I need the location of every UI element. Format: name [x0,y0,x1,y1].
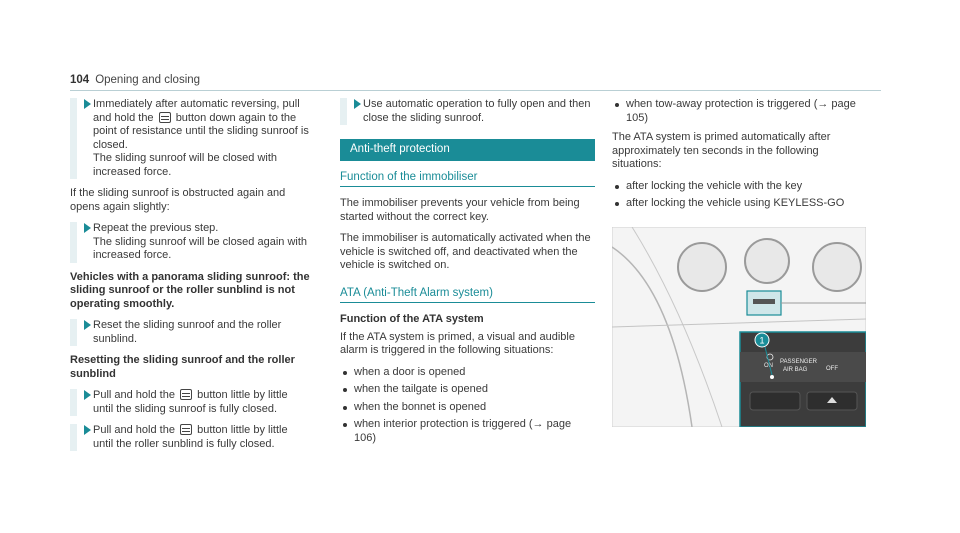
priming-list [612,180,867,211]
sunroof-button-icon [159,112,171,123]
step-item [70,424,310,451]
paragraph: The immobiliser is automatically activated when the vehicle is switched off, and deactivated when the vehicle is switched on. [340,232,591,271]
column-2 [340,98,595,451]
column-1 [70,98,310,459]
situation-list [340,366,595,446]
step-arrow-icon [84,320,91,330]
air-vent-icon [678,243,726,291]
paragraph: The ATA system is primed automatically after approximately ten seconds in the following situations: [612,131,831,170]
section-title: Opening and closing [95,74,201,86]
step-result: The sliding sunroof will be closed with increased force. [93,152,278,178]
step-item [70,389,310,416]
section-banner: Anti-theft protection [340,139,595,161]
switch-slot [753,299,775,304]
step-item [340,98,595,125]
list-item: after locking the vehicle using KEYLESS-GO [612,197,867,211]
step-arrow-icon [354,99,361,109]
step-text: Pull and hold the button little by little until the roller sunblind is fully closed. [93,424,288,450]
figure-label: AIR BAG [783,366,808,373]
step-item [70,319,310,346]
header-divider [70,90,881,91]
list-item: when the bonnet is opened [340,401,595,415]
figure-label: ON [764,362,773,369]
step-arrow-icon [84,223,91,233]
paragraph: If the sliding sunroof is obstructed again and opens again slightly: [70,187,286,213]
step-item [70,222,310,263]
paragraph: The immobiliser prevents your vehicle from being started without the correct key. [340,197,580,223]
step-arrow-icon [84,99,91,109]
step-arrow-icon [84,390,91,400]
callout-number: 1 [759,335,765,345]
step-text: Use automatic operation to fully open and then close the sliding sunroof. [363,98,591,124]
subheading: Function of the ATA system [340,313,484,325]
step-text: Pull and hold the button little by little until the sliding sunroof is fully closed. [93,389,288,415]
step-item [70,98,310,179]
list-item: when the tailgate is opened [340,383,595,397]
figure-label: OFF [826,365,838,372]
list-item: when interior protection is triggered (→ page 106) [340,418,595,445]
dashboard-figure [612,227,866,427]
section-heading: Function of the immobiliser [340,171,595,188]
column-3 [612,98,867,431]
step-text: Immediately after automatic reversing, pull and hold the button down again to the point of resistance until the sliding sunroof is closed. [93,98,309,151]
list-item: when tow-away protection is triggered (→ page 105) [612,98,867,125]
list-item: after locking the vehicle with the key [612,180,867,194]
section-heading: ATA (Anti-Theft Alarm system) [340,287,595,304]
step-text: Repeat the previous step. [93,222,219,234]
step-result: The sliding sunroof will be closed again with increased force. [93,235,308,261]
page-header [70,74,200,86]
dash-button [750,392,800,410]
subheading: Resetting the sliding sunroof and the roller sunblind [70,354,295,380]
step-text: Reset the sliding sunroof and the roller sunblind. [93,319,282,345]
sunroof-button-icon [180,389,192,400]
list-item: when a door is opened [340,366,595,380]
air-vent-icon [813,243,861,291]
subheading: Vehicles with a panorama sliding sunroof: the sliding sunroof or the roller sunblind is not operating smoothly. [70,270,310,310]
sunroof-button-icon [180,424,192,435]
page-number: 104 [70,74,90,86]
air-vent-icon [745,239,789,283]
indicator-lamp [770,375,774,379]
paragraph: If the ATA system is primed, a visual and audible alarm is triggered in the following situations: [340,330,575,356]
step-arrow-icon [84,425,91,435]
figure-label: PASSENGER [780,358,817,365]
situation-list-continued [612,98,867,125]
